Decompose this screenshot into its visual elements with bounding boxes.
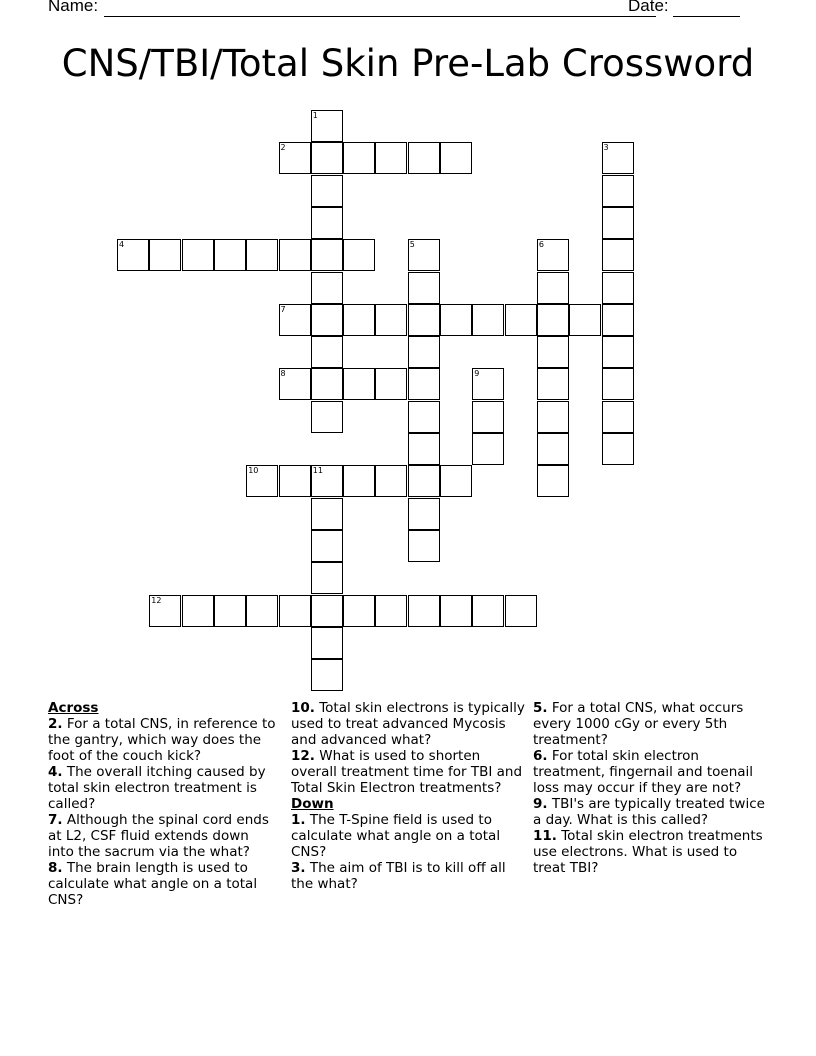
clue-down-3: 3. The aim of TBI is to kill off all the what?: [291, 860, 506, 892]
clue-across-10: 10. Total skin electrons is typically used to treat advanced Mycosis and advanced what?: [291, 700, 525, 748]
crossword-cell[interactable]: [569, 304, 601, 336]
cell-number: 6: [538, 240, 544, 250]
crossword-cell[interactable]: [408, 304, 440, 336]
name-label: Name:: [48, 0, 99, 15]
crossword-cell[interactable]: [246, 465, 278, 497]
crossword-cell[interactable]: [602, 142, 634, 174]
across-heading: Across: [48, 700, 99, 716]
crossword-cell[interactable]: [472, 401, 504, 433]
crossword-cell[interactable]: [182, 239, 214, 271]
crossword-cell[interactable]: [537, 239, 569, 271]
crossword-cell[interactable]: [602, 304, 634, 336]
crossword-cell[interactable]: [182, 595, 214, 627]
crossword-cell[interactable]: [246, 595, 278, 627]
clue-across-7: 7. Although the spinal cord ends at L2, CSF fluid extends down into the sacrum via the what?: [48, 812, 269, 860]
clues-column-2: [291, 700, 525, 892]
clue-across-4: 4. The overall itching caused by total skin electron treatment is called?: [48, 764, 266, 812]
crossword-cell[interactable]: [602, 239, 634, 271]
crossword-cell[interactable]: [343, 304, 375, 336]
crossword-cell[interactable]: [408, 530, 440, 562]
crossword-cell[interactable]: [311, 175, 343, 207]
clue-down-5: 5. For a total CNS, what occurs every 1000 cGy or every 5th treatment?: [533, 700, 744, 748]
crossword-cell[interactable]: [311, 627, 343, 659]
crossword-cell[interactable]: [537, 465, 569, 497]
crossword-cell[interactable]: [537, 368, 569, 400]
crossword-cell[interactable]: [343, 465, 375, 497]
crossword-cell[interactable]: [214, 595, 246, 627]
crossword-cell[interactable]: [440, 304, 472, 336]
clue-across-12: 12. What is used to shorten overall treatment time for TBI and Total Skin Electron treatments?: [291, 748, 523, 796]
crossword-cell[interactable]: [472, 595, 504, 627]
cell-number: 11: [312, 466, 323, 476]
cell-number: 10: [248, 466, 259, 476]
crossword-cell[interactable]: [279, 304, 311, 336]
cell-number: 4: [119, 240, 125, 250]
crossword-cell[interactable]: [279, 368, 311, 400]
crossword-cell[interactable]: [408, 433, 440, 465]
crossword-cell[interactable]: [311, 336, 343, 368]
crossword-cell[interactable]: [537, 433, 569, 465]
crossword-cell[interactable]: [343, 239, 375, 271]
crossword-cell[interactable]: [311, 498, 343, 530]
crossword-cell[interactable]: [472, 304, 504, 336]
crossword-cell[interactable]: [602, 401, 634, 433]
crossword-cell[interactable]: [472, 368, 504, 400]
cell-number: 2: [280, 143, 286, 153]
clue-across-2: 2. For a total CNS, in reference to the gantry, which way does the foot of the couch kick?: [48, 716, 276, 764]
crossword-cell[interactable]: [408, 595, 440, 627]
crossword-cell[interactable]: [408, 401, 440, 433]
page-title: CNS/TBI/Total Skin Pre-Lab Crossword: [61, 42, 755, 85]
crossword-cell[interactable]: [440, 142, 472, 174]
crossword-cell[interactable]: [602, 272, 634, 304]
crossword-cell[interactable]: [214, 239, 246, 271]
crossword-cell[interactable]: [408, 498, 440, 530]
date-label: Date:: [628, 0, 669, 15]
crossword-cell[interactable]: [149, 239, 181, 271]
crossword-cell[interactable]: [311, 465, 343, 497]
crossword-cell[interactable]: [375, 595, 407, 627]
crossword-cell[interactable]: [505, 595, 537, 627]
crossword-cell[interactable]: [472, 433, 504, 465]
crossword-cell[interactable]: [311, 401, 343, 433]
crossword-cell[interactable]: [408, 368, 440, 400]
clue-down-6: 6. For total skin electron treatment, fingernail and toenail loss may occur if they are not?: [533, 748, 754, 796]
crossword-cell[interactable]: [343, 142, 375, 174]
crossword-cell[interactable]: [343, 368, 375, 400]
crossword-cell[interactable]: [311, 368, 343, 400]
crossword-cell[interactable]: [408, 142, 440, 174]
crossword-cell[interactable]: [602, 336, 634, 368]
down-heading: Down: [291, 796, 334, 812]
crossword-cell[interactable]: [408, 465, 440, 497]
crossword-cell[interactable]: [375, 368, 407, 400]
cell-number: 1: [312, 111, 318, 120]
crossword-cell[interactable]: [311, 659, 343, 691]
crossword-cell[interactable]: [375, 465, 407, 497]
cell-number: 12: [151, 595, 162, 605]
crossword-cell[interactable]: [602, 368, 634, 400]
crossword-cell[interactable]: [537, 272, 569, 304]
crossword-cell[interactable]: [408, 272, 440, 304]
crossword-cell[interactable]: [537, 336, 569, 368]
crossword-cell[interactable]: [375, 304, 407, 336]
crossword-cell[interactable]: [311, 304, 343, 336]
crossword-cell[interactable]: [311, 239, 343, 271]
crossword-cell[interactable]: [311, 530, 343, 562]
crossword-cell[interactable]: [602, 207, 634, 239]
cell-number: 9: [474, 369, 480, 379]
crossword-cell[interactable]: [440, 595, 472, 627]
crossword-cell[interactable]: [279, 595, 311, 627]
crossword-cell[interactable]: [117, 239, 149, 271]
crossword-cell[interactable]: [311, 595, 343, 627]
crossword-cell[interactable]: [537, 304, 569, 336]
crossword-cell[interactable]: [279, 239, 311, 271]
crossword-cell[interactable]: [440, 465, 472, 497]
cell-number: 3: [603, 143, 609, 153]
crossword-cell[interactable]: [311, 207, 343, 239]
cell-number: 5: [409, 240, 415, 250]
clue-down-11: 11. Total skin electron treatments use electrons. What is used to treat TBI?: [533, 828, 763, 876]
clue-down-9: 9. TBI's are typically treated twice a day. What is this called?: [533, 796, 765, 828]
crossword-cell[interactable]: [279, 465, 311, 497]
crossword-cell[interactable]: [602, 175, 634, 207]
crossword-cell[interactable]: [311, 272, 343, 304]
crossword-cell[interactable]: [375, 142, 407, 174]
clue-down-1: 1. The T-Spine field is used to calculate what angle on a total CNS?: [291, 812, 501, 860]
crossword-cell[interactable]: [408, 239, 440, 271]
crossword-cell[interactable]: [505, 304, 537, 336]
crossword-cell[interactable]: [149, 595, 181, 627]
crossword-cell[interactable]: [602, 433, 634, 465]
clues-column-1: [48, 700, 278, 908]
clue-across-8: 8. The brain length is used to calculate what angle on a total CNS?: [48, 860, 258, 908]
crossword-cell[interactable]: [408, 336, 440, 368]
crossword-cell[interactable]: [246, 239, 278, 271]
crossword-cell[interactable]: [311, 562, 343, 594]
crossword-cell[interactable]: [279, 142, 311, 174]
crossword-cell[interactable]: [311, 142, 343, 174]
clues-column-3: [533, 700, 771, 876]
cell-number: 8: [280, 369, 286, 379]
cell-number: 7: [280, 304, 286, 314]
crossword-cell[interactable]: [311, 110, 343, 142]
crossword-cell[interactable]: [537, 401, 569, 433]
crossword-cell[interactable]: [343, 595, 375, 627]
